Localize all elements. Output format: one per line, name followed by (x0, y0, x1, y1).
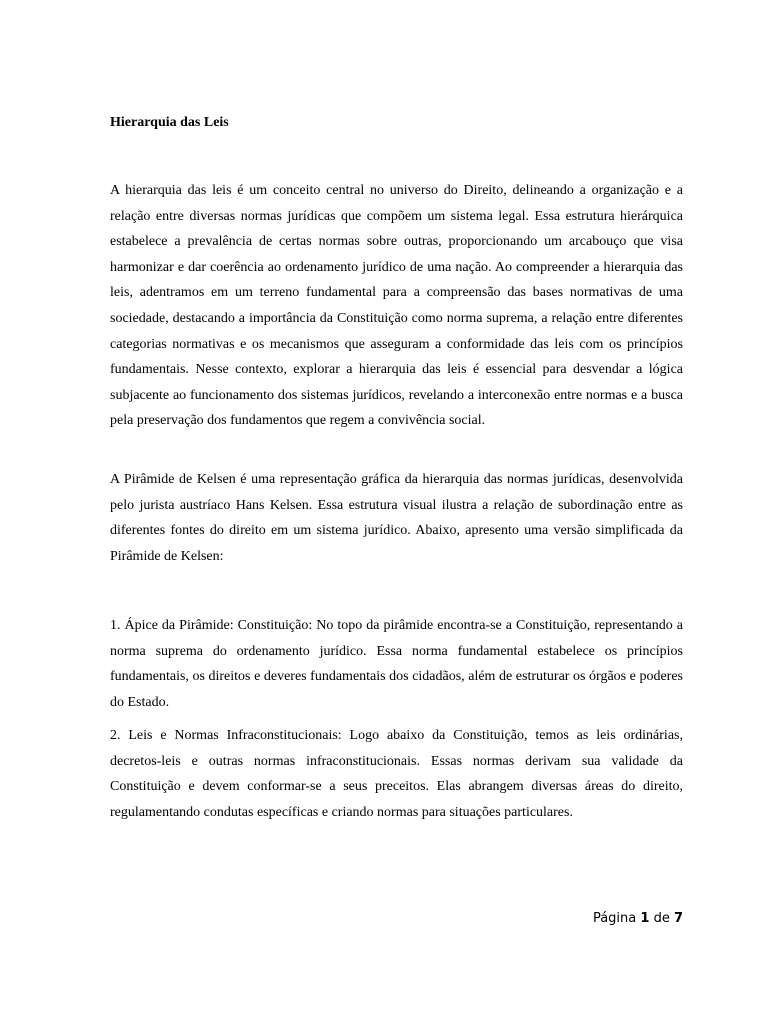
page-number-footer (593, 909, 683, 929)
paragraph-kelsen-pyramid: A Pirâmide de Kelsen é uma representação gráfica da hierarquia das normas jurídicas, desenvolvida pelo jurista austríaco Hans Kelsen. Essa estrutura visual ilustra a relação de subordinação entre as diferentes fontes do direito em um sistema jurídico. Abaixo, apresento uma versão simplificada da Pirâmide de Kelsen: (110, 472, 683, 564)
paragraph-introduction: A hierarquia das leis é um conceito central no universo do Direito, delineando a organização e a relação entre diversas normas jurídicas que compõem um sistema legal. Essa estrutura hierárquica estabelece a prevalência de certas normas sobre outras, proporcionando um arcabouço que visa harmonizar e dar coerência ao ordenamento jurídico de uma nação. Ao compreender a hierarquia das leis, adentramos em um terreno fundamental para a compreensão das bases normativas de uma sociedade, destacando a importância da Constituição como norma suprema, a relação entre diferentes categorias normativas e os mecanismos que asseguram a conformidade das leis com os princípios fundamentais. Nesse contexto, explorar a hierarquia das leis é essencial para desvendar a lógica subjacente ao funcionamento dos sistemas jurídicos, revelando a interconexão entre normas e a busca pela preservação dos fundamentos que regem a convivência social. (110, 183, 683, 429)
document-title: Hierarquia das Leis (110, 115, 229, 130)
of-word: de (653, 911, 670, 926)
current-page-number: 1 (640, 911, 650, 926)
paragraph-item-infraconstitutional: 2. Leis e Normas Infraconstitucionais: Logo abaixo da Constituição, temos as leis ordinárias, decretos-leis e outras normas infraconstitucionais. Essas normas derivam sua validade da Constituição e devem conformar-se a seus preceitos. Elas abrangem diversas áreas do direito, regulamentando condutas específicas e criando normas para situações particulares. (110, 728, 683, 820)
total-pages-number: 7 (673, 911, 683, 926)
paragraph-item-constitution: 1. Ápice da Pirâmide: Constituição: No topo da pirâmide encontra-se a Constituição, representando a norma suprema do ordenamento jurídico. Essa norma fundamental estabelece os princípios fundamentais, os direitos e deveres fundamentais dos cidadãos, além de estruturar os órgãos e poderes do Estado. (110, 618, 683, 710)
page-word: Página (592, 911, 637, 926)
